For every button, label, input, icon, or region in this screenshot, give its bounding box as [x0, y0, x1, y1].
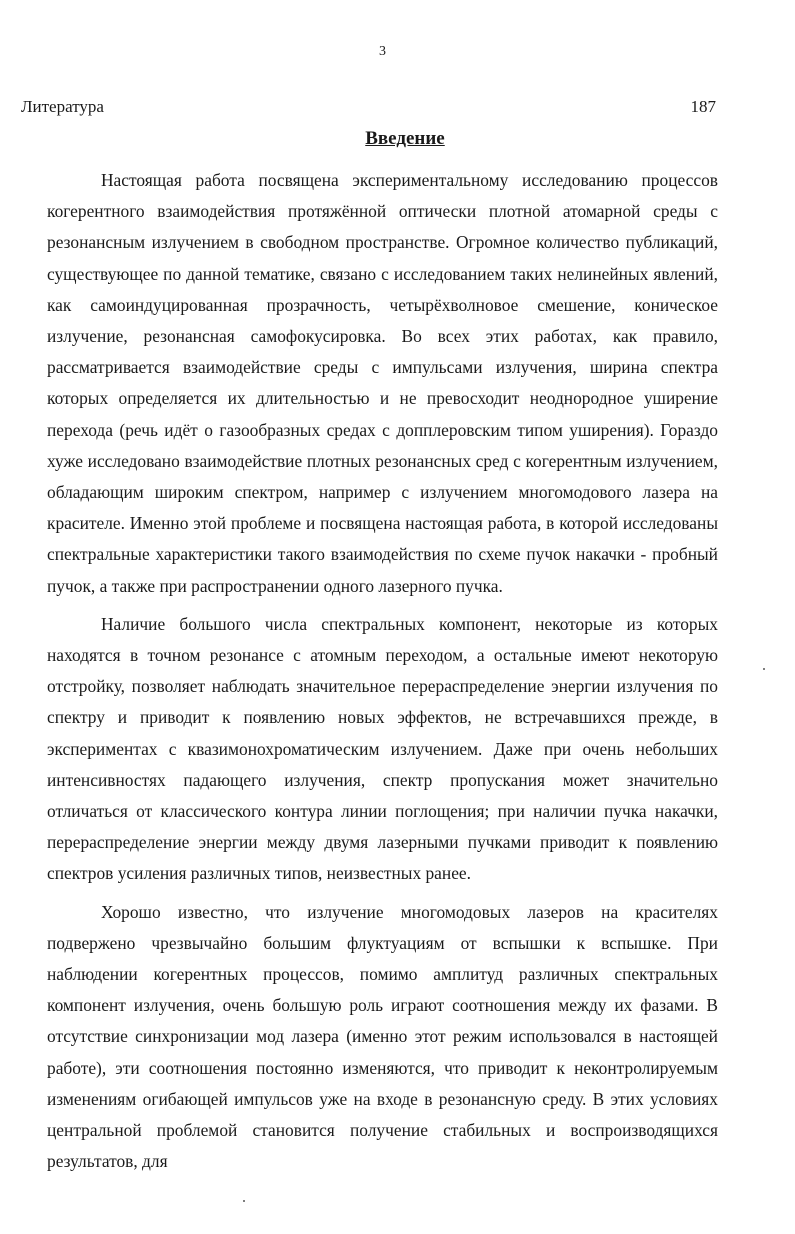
scan-speck: [763, 668, 765, 670]
running-header-right: 187: [690, 97, 716, 116]
paragraph: Хорошо известно, что излучение многомодовых лазеров на красителях подвержено чрезвычайно большим флуктуациям от вспышки к вспышке. При наблюдении когерентных процессов, помимо амплитуд различных спектральных компонент излучения, очень большую роль играют соотношения между их фазами. В отсутствие синхронизации мод лазера (именно этот режим использовался в настоящей работе), эти соотношения постоянно изменяются, что приводит к неконтролируемым изменениям огибающей импульсов уже на входе в резонансную среду. В этих условиях центральной проблемой становится получение стабильных и воспроизводящихся результатов, для: [47, 901, 718, 1172]
paragraph: Наличие большого числа спектральных компонент, некоторые из которых находятся в точном резонансе с атомным переходом, а остальные имеют некоторую отстройку, позволяет наблюдать значительное перераспределение энергии излучения по спектру и приводит к появлению новых эффектов, не встречавшихся прежде, в экспериментах с квазимонохроматическим излучением. Даже при очень небольших интенсивностях падающего излучения, спектр пропускания может значительно отличаться от классического контура линии поглощения; при наличии пучка накачки, перераспределение энергии между двумя лазерными пучками приводит к появлению спектров усиления различных типов, неизвестных ранее.: [47, 613, 718, 884]
body-text: [47, 165, 718, 1185]
section-title: Введение: [365, 128, 445, 149]
page-number: 3: [379, 44, 386, 59]
paragraph: Настоящая работа посвящена экспериментальному исследованию процессов когерентного взаимодействия протяжённой оптически плотной атомарной среды с резонансным излучением в свободном пространстве. Огромное количество публикаций, существующее по данной тематике, связано с исследованием таких нелинейных явлений, как самоиндуцированная прозрачность, четырёхволновое смешение, коническое излучение, резонансная самофокусировка. Во всех этих работах, как правило, рассматривается взаимодействие среды с импульсами излучения, ширина спектра которых определяется их длительностью и не превосходит неоднородное уширение перехода (речь идёт о газообразных средах с допплеровским типом уширения). Гораздо хуже исследовано взаимодействие плотных резонансных сред с когерентным излучением, обладающим широким спектром, например с излучением многомодового лазера на красителе. Именно этой проблеме и посвящена настоящая работа, в которой исследованы спектральные характеристики такого взаимодействия по схеме пучок накачки - пробный пучок, а также при распространении одного лазерного пучка.: [47, 170, 718, 596]
running-header-left: Литература: [21, 97, 104, 116]
scan-speck: [243, 1200, 245, 1202]
